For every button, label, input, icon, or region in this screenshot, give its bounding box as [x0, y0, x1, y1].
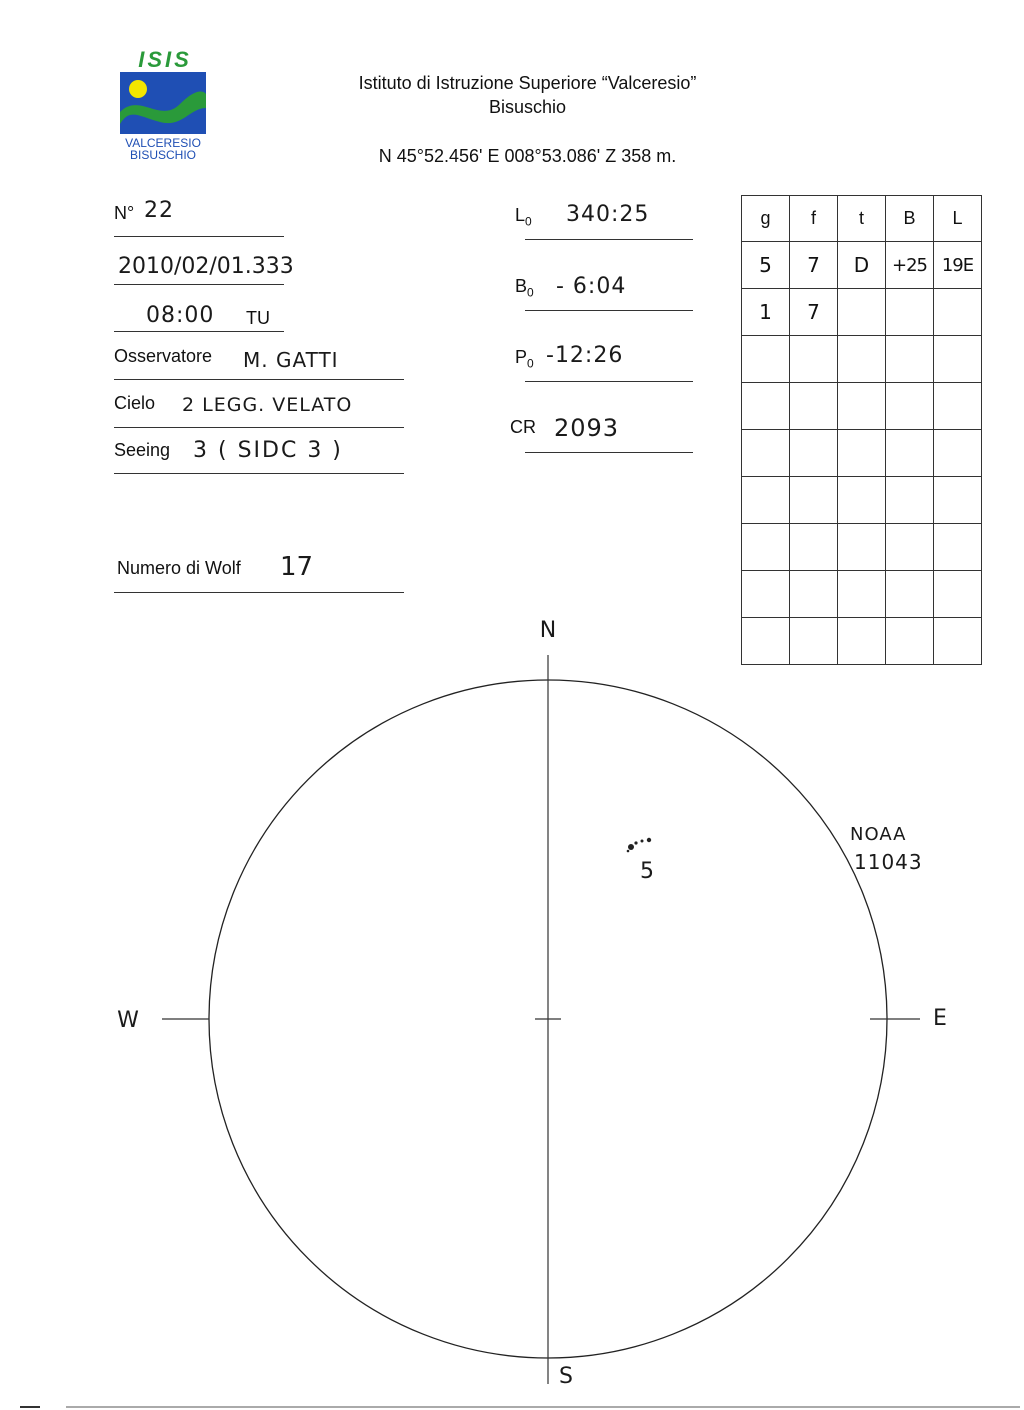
seeing-value: 3 ( SIDC 3 ) — [193, 438, 343, 463]
col-header-g: g — [742, 196, 790, 242]
l0-letter: L — [515, 205, 526, 225]
wolf-number-label: Numero di Wolf — [117, 558, 241, 578]
table-cell: 19E — [934, 242, 982, 289]
seeing-label: Seeing — [114, 440, 171, 460]
b0-subscript: 0 — [527, 285, 534, 300]
sunspot-icon — [634, 841, 637, 844]
col-header-t: t — [838, 196, 886, 242]
observatory-coordinates: N 45°52.456' E 008°53.086' Z 358 m. — [378, 146, 677, 166]
col-header-f: f — [790, 196, 838, 242]
p0-subscript: 0 — [527, 356, 534, 371]
sunspot-icon — [647, 838, 651, 842]
north-label: N — [539, 618, 557, 643]
table-cell: 1 — [742, 289, 790, 336]
b0-letter: B — [515, 276, 528, 296]
table-cell: 5 — [742, 242, 790, 289]
south-label: S — [559, 1364, 573, 1389]
logo-caption-line1: VALCERESIO — [125, 136, 201, 150]
p0-letter: P — [515, 347, 528, 367]
sunspot-icon — [641, 840, 644, 843]
logo-wordmark: ISIS — [138, 47, 192, 72]
wolf-number-value: 17 — [280, 552, 314, 582]
number-label: N° — [114, 203, 135, 223]
sky-label: Cielo — [114, 393, 156, 413]
sunspot-icon — [628, 844, 634, 850]
col-header-l: L — [934, 196, 982, 242]
time-unit: TU — [246, 308, 270, 328]
carrington-rotation-label: CR — [510, 417, 536, 437]
observer-value: M. GATTI — [243, 348, 339, 372]
school-town: Bisuschio — [488, 97, 567, 117]
west-label: W — [117, 1008, 139, 1033]
sunspot-icon — [627, 850, 630, 853]
noaa-label: NOAA — [850, 824, 907, 845]
l0-subscript: 0 — [525, 214, 532, 229]
observer-label: Osservatore — [114, 346, 213, 366]
table-cell: 7 — [790, 242, 838, 289]
east-label: E — [933, 1006, 947, 1031]
table-cell: 7 — [790, 289, 838, 336]
date-value: 2010/02/01.333 — [118, 254, 294, 279]
l0-value: 340:25 — [566, 202, 650, 227]
col-header-b: B — [886, 196, 934, 242]
number-value: 22 — [144, 198, 174, 223]
carrington-rotation-value: 2093 — [554, 414, 620, 442]
logo-caption-line2: BISUSCHIO — [129, 148, 196, 162]
noaa-region-number: 11043 — [854, 850, 923, 874]
group-number-label: 5 — [640, 859, 654, 884]
table-cell: +25 — [886, 242, 934, 289]
table-cell: D — [838, 242, 886, 289]
time-value: 08:00 — [146, 303, 215, 328]
sky-value: 2 LEGG. VELATO — [182, 394, 353, 416]
school-name: Istituto di Istruzione Superiore “Valceresio” — [358, 73, 697, 93]
b0-value: - 6:04 — [556, 274, 627, 299]
sunspot-group-marks — [627, 838, 652, 853]
p0-value: -12:26 — [546, 343, 624, 368]
